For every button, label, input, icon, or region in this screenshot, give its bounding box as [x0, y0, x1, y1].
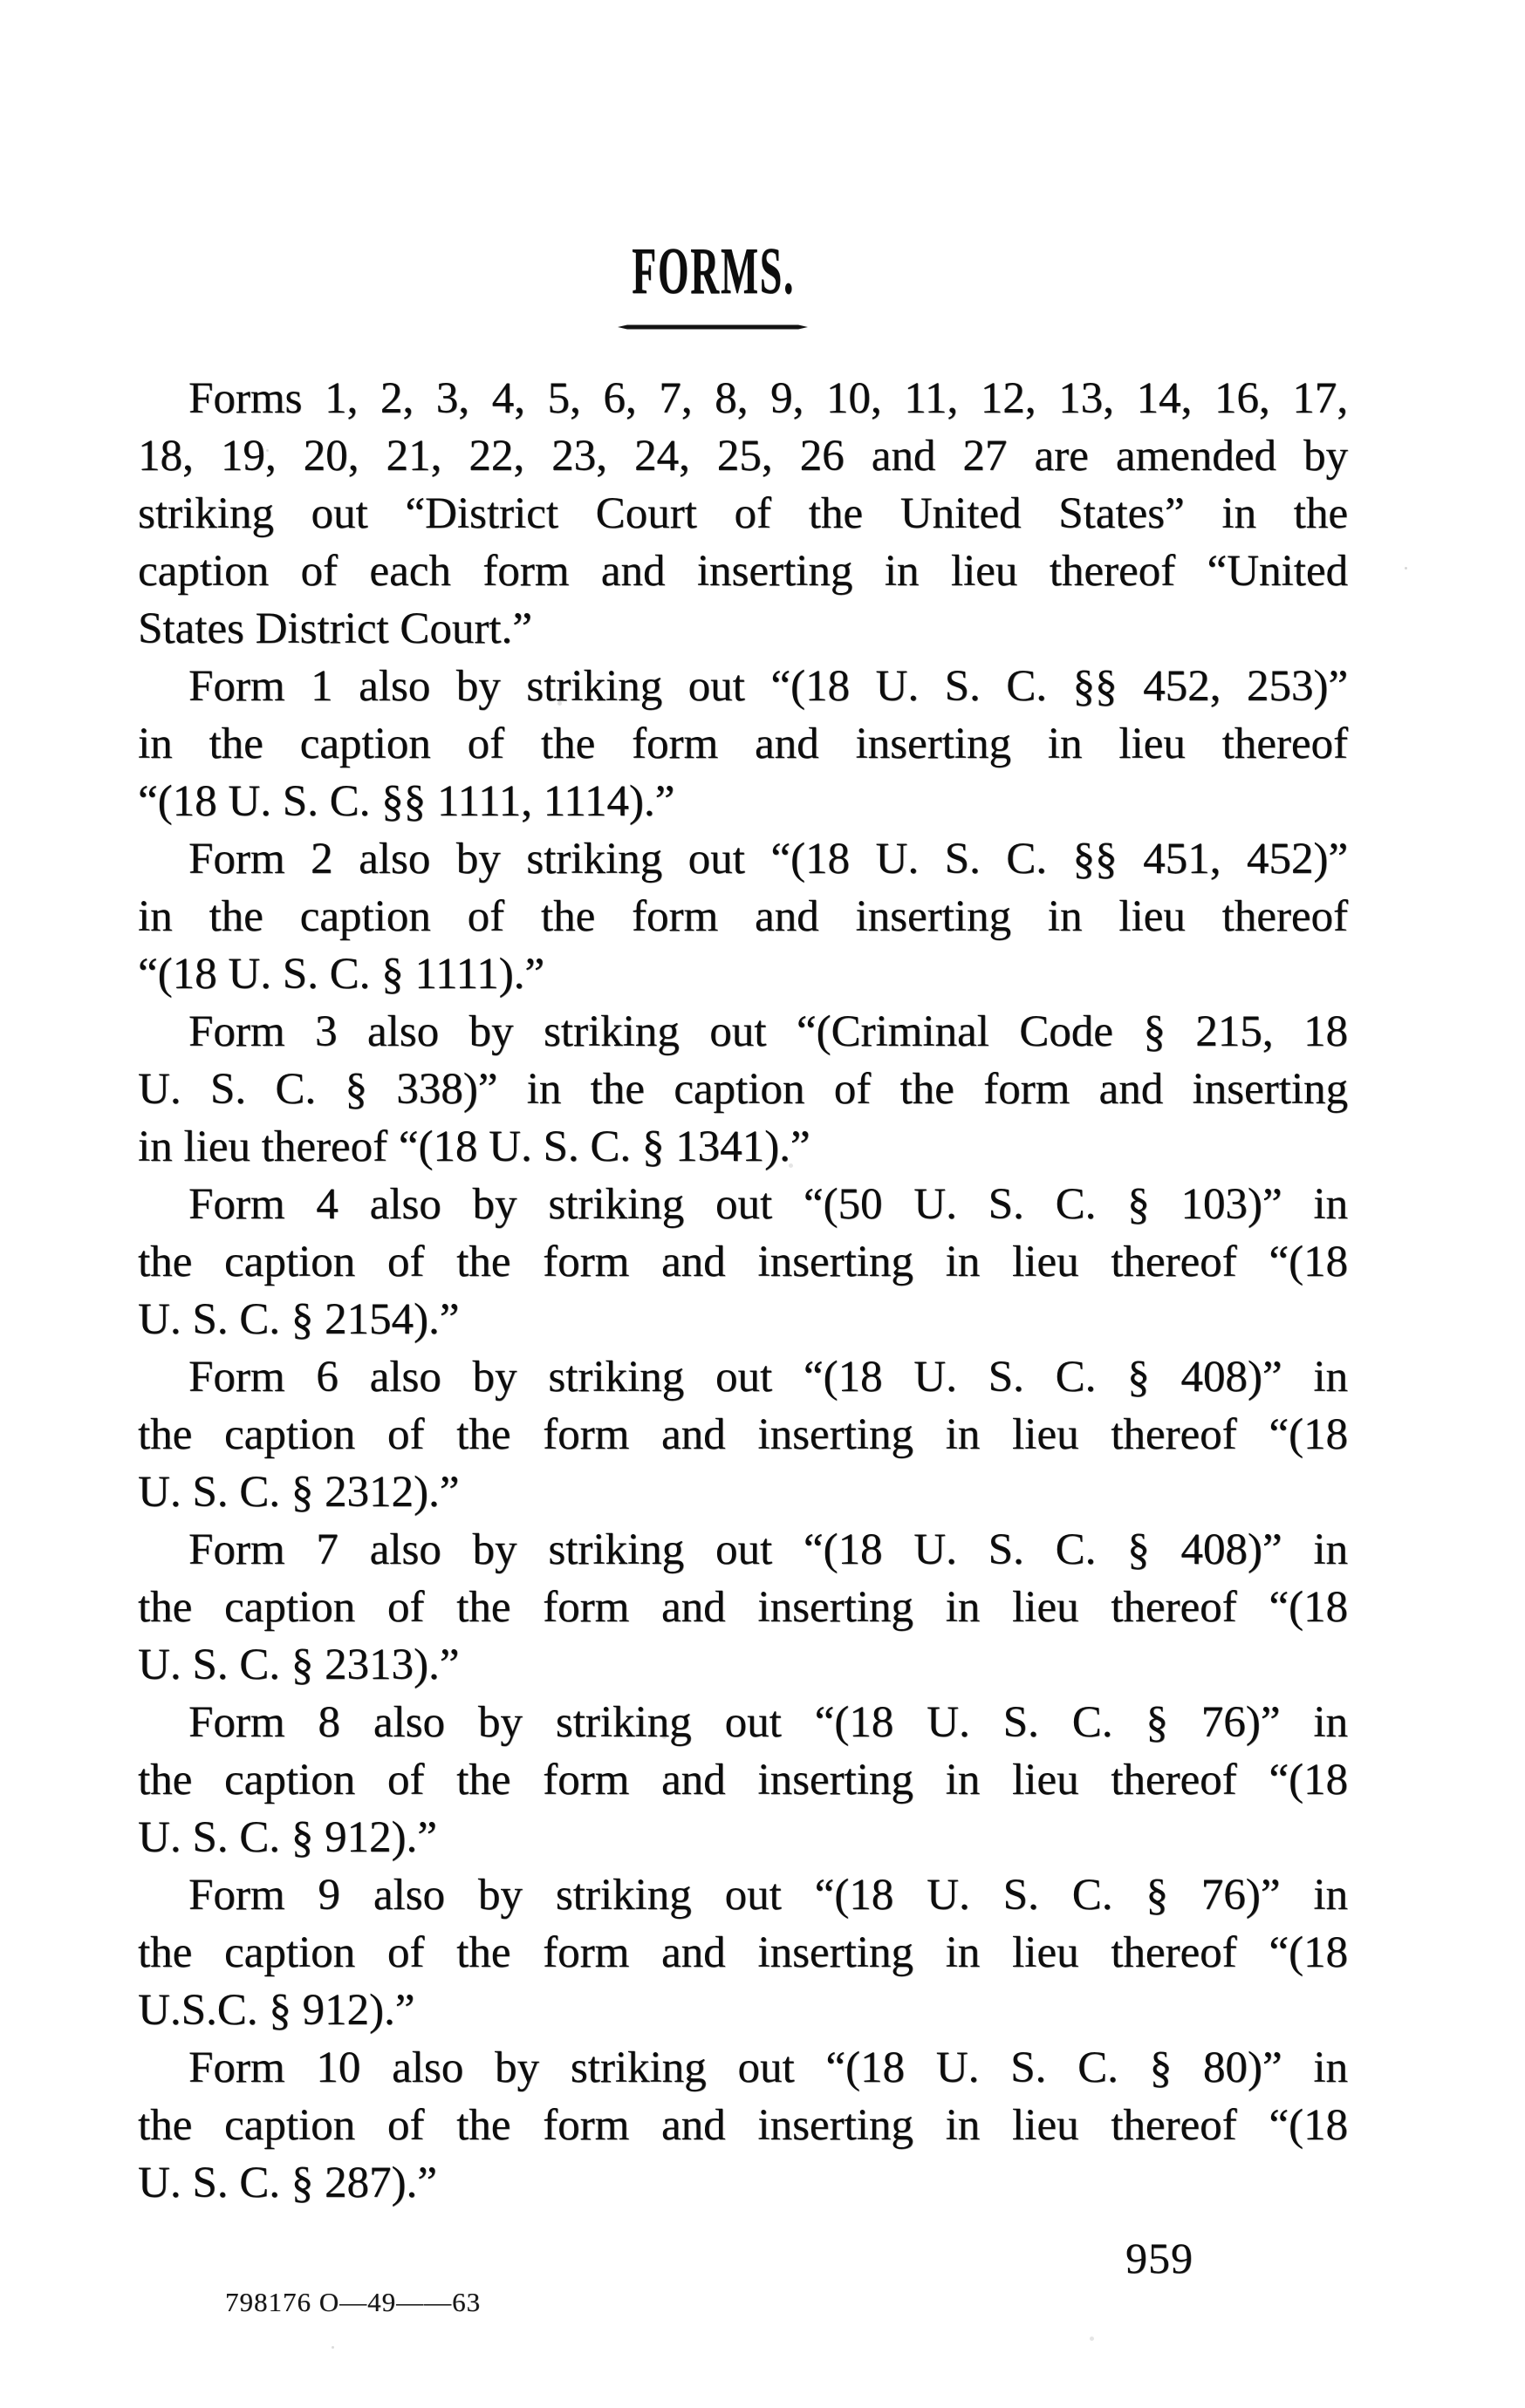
text-line: the caption of the form and inserting in lieu thereof “(18 [138, 1756, 1348, 1804]
text-line: in the caption of the form and inserting in lieu thereof [138, 892, 1348, 941]
scan-noise [266, 449, 269, 452]
text-line: Form 3 also by striking out “(Criminal Code § 215, 18 [188, 1007, 1348, 1056]
text-line: in lieu thereof “(18 U. S. C. § 1341).” [138, 1122, 810, 1171]
title-rule [618, 324, 808, 331]
text-line: the caption of the form and inserting in lieu thereof “(18 [138, 1410, 1348, 1459]
text-line: striking out “District Court of the United States” in the [138, 489, 1348, 538]
text-line: 18, 19, 20, 21, 22, 23, 24, 25, 26 and 27 are amended by [138, 432, 1348, 481]
text-line: Form 4 also by striking out “(50 U. S. C. § 103)” in [188, 1180, 1348, 1229]
text-line: U. S. C. § 338)” in the caption of the form and inserting [138, 1065, 1348, 1114]
text-line: U.S.C. § 912).” [138, 1986, 415, 2035]
text-line: Form 9 also by striking out “(18 U. S. C. § 76)” in [188, 1871, 1348, 1920]
text-line: Form 7 also by striking out “(18 U. S. C. § 408)” in [188, 1525, 1348, 1574]
text-line: Form 2 also by striking out “(18 U. S. C. §§ 451, 452)” [188, 835, 1348, 883]
text-line: Forms 1, 2, 3, 4, 5, 6, 7, 8, 9, 10, 11, 12, 13, 14, 16, 17, [188, 374, 1348, 423]
printer-mark: 798176 O—49——63 [225, 2287, 482, 2317]
text-line: the caption of the form and inserting in lieu thereof “(18 [138, 1583, 1348, 1632]
text-line: States District Court.” [138, 604, 532, 653]
text-line: Form 10 also by striking out “(18 U. S. C. § 80)” in [188, 2043, 1348, 2092]
text-line: Form 6 also by striking out “(18 U. S. C. § 408)” in [188, 1353, 1348, 1402]
page-number: 959 [1125, 2234, 1193, 2282]
text-line: in the caption of the form and inserting in lieu thereof [138, 720, 1348, 768]
text-line: the caption of the form and inserting in lieu thereof “(18 [138, 1238, 1348, 1286]
text-line: U. S. C. § 287).” [138, 2159, 437, 2207]
text-line: caption of each form and inserting in lieu thereof “United [138, 547, 1348, 596]
body-text [138, 370, 1348, 2212]
text-line: the caption of the form and inserting in lieu thereof “(18 [138, 1928, 1348, 1977]
page-title [0, 234, 1427, 310]
text-line: “(18 U. S. C. §§ 1111, 1114).” [138, 777, 675, 826]
text-line: U. S. C. § 2312).” [138, 1468, 460, 1517]
page-title-text: FORMS. [632, 235, 796, 308]
text-line: “(18 U. S. C. § 1111).” [138, 950, 545, 999]
text-line: Form 1 also by striking out “(18 U. S. C. §§ 452, 253)” [188, 662, 1348, 711]
text-line: U. S. C. § 2313).” [138, 1641, 460, 1689]
text-line: U. S. C. § 2154).” [138, 1295, 460, 1344]
text-line: the caption of the form and inserting in lieu thereof “(18 [138, 2101, 1348, 2150]
text-line: U. S. C. § 912).” [138, 1813, 437, 1862]
text-line: Form 8 also by striking out “(18 U. S. C. § 76)” in [188, 1698, 1348, 1747]
